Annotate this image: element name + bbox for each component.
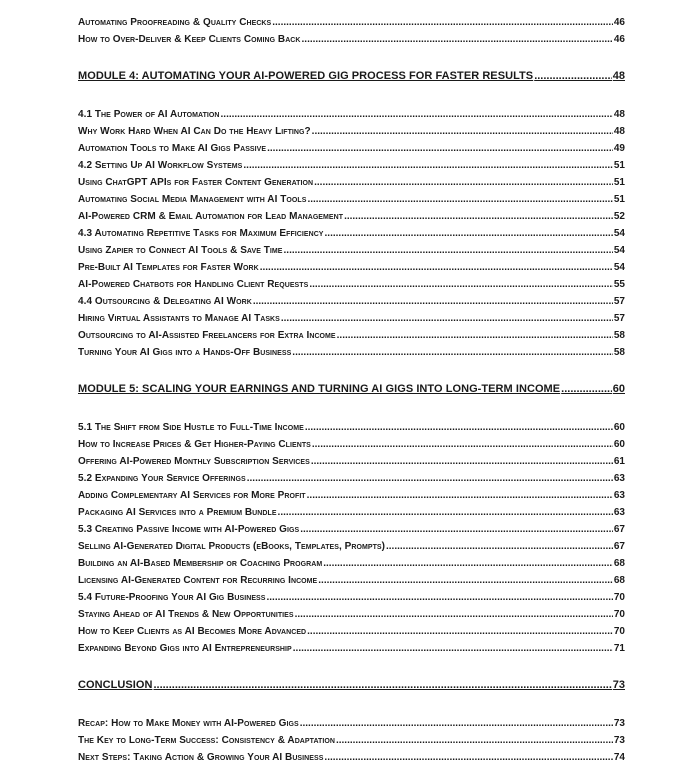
- toc-module-heading[interactable]: [78, 381, 625, 398]
- toc-entry-title: 5.1 The Shift from Side Hustle to Full-Time Income: [78, 422, 304, 433]
- toc-entry-page: 70: [613, 609, 625, 620]
- toc-entry[interactable]: [78, 191, 625, 208]
- toc-entry[interactable]: [78, 123, 625, 140]
- toc-entry-title: Next Steps: Taking Action & Growing Your AI Business: [78, 752, 324, 763]
- toc-entry[interactable]: [78, 623, 625, 640]
- toc-entry-title: Building an AI-Based Membership or Coaching Program: [78, 558, 323, 569]
- toc-leader-dots: [312, 436, 613, 453]
- toc-leader-dots: [260, 259, 613, 276]
- toc-entry-title: Outsourcing to AI-Assisted Freelancers for Extra Income: [78, 330, 336, 341]
- toc-entry-page: 70: [613, 626, 625, 637]
- toc-entry-title: MODULE 5: SCALING YOUR EARNINGS AND TURNING AI GIGS INTO LONG-TERM INCOME: [78, 383, 561, 395]
- toc-leader-dots: [561, 381, 612, 398]
- toc-entry-title: How to Over-Deliver & Keep Clients Coming Back: [78, 34, 301, 45]
- toc-entry-page: 54: [613, 262, 625, 273]
- toc-entry[interactable]: [78, 225, 625, 242]
- toc-entry[interactable]: [78, 31, 625, 48]
- toc-leader-dots: [281, 310, 613, 327]
- toc-leader-dots: [267, 140, 613, 157]
- toc-leader-dots: [337, 327, 613, 344]
- toc-entry-page: 60: [613, 439, 625, 450]
- toc-entry[interactable]: [78, 487, 625, 504]
- toc-entry-page: 73: [613, 735, 625, 746]
- toc-leader-dots: [284, 242, 613, 259]
- toc-entry-title: Hiring Virtual Assistants to Manage AI Tasks: [78, 313, 280, 324]
- table-of-contents: [78, 14, 625, 766]
- toc-entry[interactable]: [78, 436, 625, 453]
- toc-entry-title: Automating Social Media Management with AI Tools: [78, 194, 307, 205]
- section-gap: [78, 694, 625, 715]
- toc-entry-page: 48: [613, 126, 625, 137]
- toc-entry[interactable]: [78, 293, 625, 310]
- toc-entry[interactable]: [78, 310, 625, 327]
- toc-entry-title: How to Increase Prices & Get Higher-Paying Clients: [78, 439, 311, 450]
- toc-leader-dots: [153, 677, 611, 694]
- toc-leader-dots: [323, 555, 613, 572]
- toc-entry-page: 67: [613, 541, 625, 552]
- section-gap: [78, 657, 625, 677]
- toc-entry-title: How to Keep Clients as AI Becomes More Advanced: [78, 626, 307, 637]
- toc-entry-page: 63: [613, 490, 625, 501]
- toc-entry[interactable]: [78, 749, 625, 766]
- toc-entry-page: 49: [613, 143, 625, 154]
- toc-leader-dots: [336, 732, 613, 749]
- toc-entry-title: 5.2 Expanding Your Service Offerings: [78, 473, 246, 484]
- toc-leader-dots: [307, 623, 613, 640]
- toc-entry-title: Automation Tools to Make AI Gigs Passive: [78, 143, 267, 154]
- toc-entry-title: Why Work Hard When AI Can Do the Heavy Lifting?: [78, 126, 311, 137]
- toc-entry[interactable]: [78, 14, 625, 31]
- toc-leader-dots: [307, 487, 613, 504]
- toc-entry-title: AI-Powered Chatbots for Handling Client Requests: [78, 279, 309, 290]
- section-gap: [78, 398, 625, 419]
- toc-entry[interactable]: [78, 453, 625, 470]
- toc-entry[interactable]: [78, 106, 625, 123]
- toc-entry-title: Recap: How to Make Money with AI-Powered Gigs: [78, 718, 299, 729]
- toc-entry[interactable]: [78, 521, 625, 538]
- toc-leader-dots: [292, 344, 613, 361]
- toc-entry[interactable]: [78, 504, 625, 521]
- toc-entry-page: 67: [613, 524, 625, 535]
- toc-leader-dots: [278, 504, 613, 521]
- toc-leader-dots: [266, 589, 612, 606]
- section-gap: [78, 48, 625, 68]
- toc-entry-page: 73: [612, 679, 625, 691]
- toc-entry[interactable]: [78, 606, 625, 623]
- toc-entry-page: 58: [613, 347, 625, 358]
- toc-entry-page: 71: [613, 643, 625, 654]
- toc-entry-page: 57: [613, 296, 625, 307]
- toc-entry[interactable]: [78, 208, 625, 225]
- toc-entry-page: 60: [612, 383, 625, 395]
- toc-leader-dots: [311, 453, 613, 470]
- toc-entry-title: Licensing AI-Generated Content for Recurring Income: [78, 575, 318, 586]
- toc-entry-page: 70: [613, 592, 625, 603]
- toc-entry-page: 51: [613, 194, 625, 205]
- toc-module-heading[interactable]: [78, 677, 625, 694]
- toc-leader-dots: [309, 276, 613, 293]
- toc-entry[interactable]: [78, 555, 625, 572]
- toc-leader-dots: [243, 157, 612, 174]
- toc-entry[interactable]: [78, 470, 625, 487]
- toc-entry-title: 5.3 Creating Passive Income with AI-Powered Gigs: [78, 524, 300, 535]
- toc-leader-dots: [534, 68, 612, 85]
- toc-entry[interactable]: [78, 732, 625, 749]
- toc-leader-dots: [314, 174, 613, 191]
- toc-entry-page: 46: [613, 17, 625, 28]
- toc-entry-page: 51: [613, 160, 625, 171]
- toc-module-heading[interactable]: [78, 68, 625, 85]
- toc-entry-page: 48: [612, 70, 625, 82]
- toc-entry[interactable]: [78, 344, 625, 361]
- section-gap: [78, 361, 625, 381]
- toc-entry-page: 52: [613, 211, 625, 222]
- toc-leader-dots: [300, 521, 613, 538]
- toc-entry[interactable]: [78, 589, 625, 606]
- toc-entry-title: The Key to Long-Term Success: Consistency & Adaptation: [78, 735, 335, 746]
- toc-entry-title: 4.2 Setting Up AI Workflow Systems: [78, 160, 243, 171]
- toc-leader-dots: [293, 640, 613, 657]
- toc-entry-title: Adding Complementary AI Services for More Profit: [78, 490, 306, 501]
- toc-leader-dots: [344, 208, 613, 225]
- toc-entry-page: 61: [613, 456, 625, 467]
- toc-leader-dots: [312, 123, 613, 140]
- toc-entry-title: MODULE 4: AUTOMATING YOUR AI-POWERED GIG PROCESS FOR FASTER RESULTS: [78, 70, 534, 82]
- toc-entry[interactable]: [78, 242, 625, 259]
- toc-entry-title: Turning Your AI Gigs into a Hands-Off Business: [78, 347, 292, 358]
- toc-entry[interactable]: [78, 259, 625, 276]
- toc-leader-dots: [307, 191, 612, 208]
- toc-entry[interactable]: [78, 327, 625, 344]
- toc-entry-title: 5.4 Future-Proofing Your AI Gig Business: [78, 592, 266, 603]
- toc-entry[interactable]: [78, 140, 625, 157]
- toc-leader-dots: [300, 715, 613, 732]
- toc-entry-page: 58: [613, 330, 625, 341]
- toc-leader-dots: [324, 749, 612, 766]
- section-gap: [78, 85, 625, 106]
- toc-entry[interactable]: [78, 538, 625, 555]
- toc-entry-title: Using ChatGPT APIs for Faster Content Generation: [78, 177, 314, 188]
- toc-entry-page: 73: [613, 718, 625, 729]
- toc-entry-page: 46: [613, 34, 625, 45]
- toc-entry-page: 74: [613, 752, 625, 763]
- toc-leader-dots: [295, 606, 613, 623]
- toc-leader-dots: [386, 538, 613, 555]
- toc-entry-page: 48: [613, 109, 625, 120]
- toc-entry-title: 4.3 Automating Repetitive Tasks for Maximum Efficiency: [78, 228, 324, 239]
- toc-leader-dots: [302, 31, 613, 48]
- toc-entry-title: Offering AI-Powered Monthly Subscription Services: [78, 456, 310, 467]
- toc-entry[interactable]: [78, 419, 625, 436]
- toc-entry-title: 4.4 Outsourcing & Delegating AI Work: [78, 296, 252, 307]
- toc-entry-title: Automating Proofreading & Quality Checks: [78, 17, 272, 28]
- toc-entry-title: CONCLUSION: [78, 679, 153, 691]
- toc-entry[interactable]: [78, 157, 625, 174]
- toc-leader-dots: [272, 14, 613, 31]
- toc-entry-title: AI-Powered CRM & Email Automation for Lead Management: [78, 211, 344, 222]
- toc-leader-dots: [318, 572, 613, 589]
- toc-entry-title: Packaging AI Services into a Premium Bundle: [78, 507, 277, 518]
- toc-entry-page: 63: [613, 473, 625, 484]
- toc-entry-page: 54: [613, 245, 625, 256]
- toc-entry-page: 63: [613, 507, 625, 518]
- toc-entry-title: 4.1 The Power of AI Automation: [78, 109, 220, 120]
- toc-entry-page: 51: [613, 177, 625, 188]
- toc-entry[interactable]: [78, 572, 625, 589]
- toc-entry-page: 57: [613, 313, 625, 324]
- toc-leader-dots: [305, 419, 613, 436]
- toc-leader-dots: [221, 106, 613, 123]
- toc-entry-title: Selling AI-Generated Digital Products (eBooks, Templates, Prompts): [78, 541, 385, 552]
- toc-leader-dots: [247, 470, 613, 487]
- toc-entry-title: Using Zapier to Connect AI Tools & Save Time: [78, 245, 283, 256]
- toc-entry-page: 60: [613, 422, 625, 433]
- toc-entry-title: Expanding Beyond Gigs into AI Entrepreneurship: [78, 643, 292, 654]
- toc-entry-page: 68: [613, 558, 625, 569]
- toc-leader-dots: [325, 225, 613, 242]
- toc-entry[interactable]: [78, 174, 625, 191]
- toc-entry-title: Staying Ahead of AI Trends & New Opportunities: [78, 609, 294, 620]
- toc-entry[interactable]: [78, 715, 625, 732]
- toc-entry-page: 68: [613, 575, 625, 586]
- toc-entry-page: 55: [613, 279, 625, 290]
- toc-entry[interactable]: [78, 276, 625, 293]
- toc-entry[interactable]: [78, 640, 625, 657]
- toc-entry-page: 54: [613, 228, 625, 239]
- toc-leader-dots: [253, 293, 613, 310]
- toc-entry-title: Pre-Built AI Templates for Faster Work: [78, 262, 259, 273]
